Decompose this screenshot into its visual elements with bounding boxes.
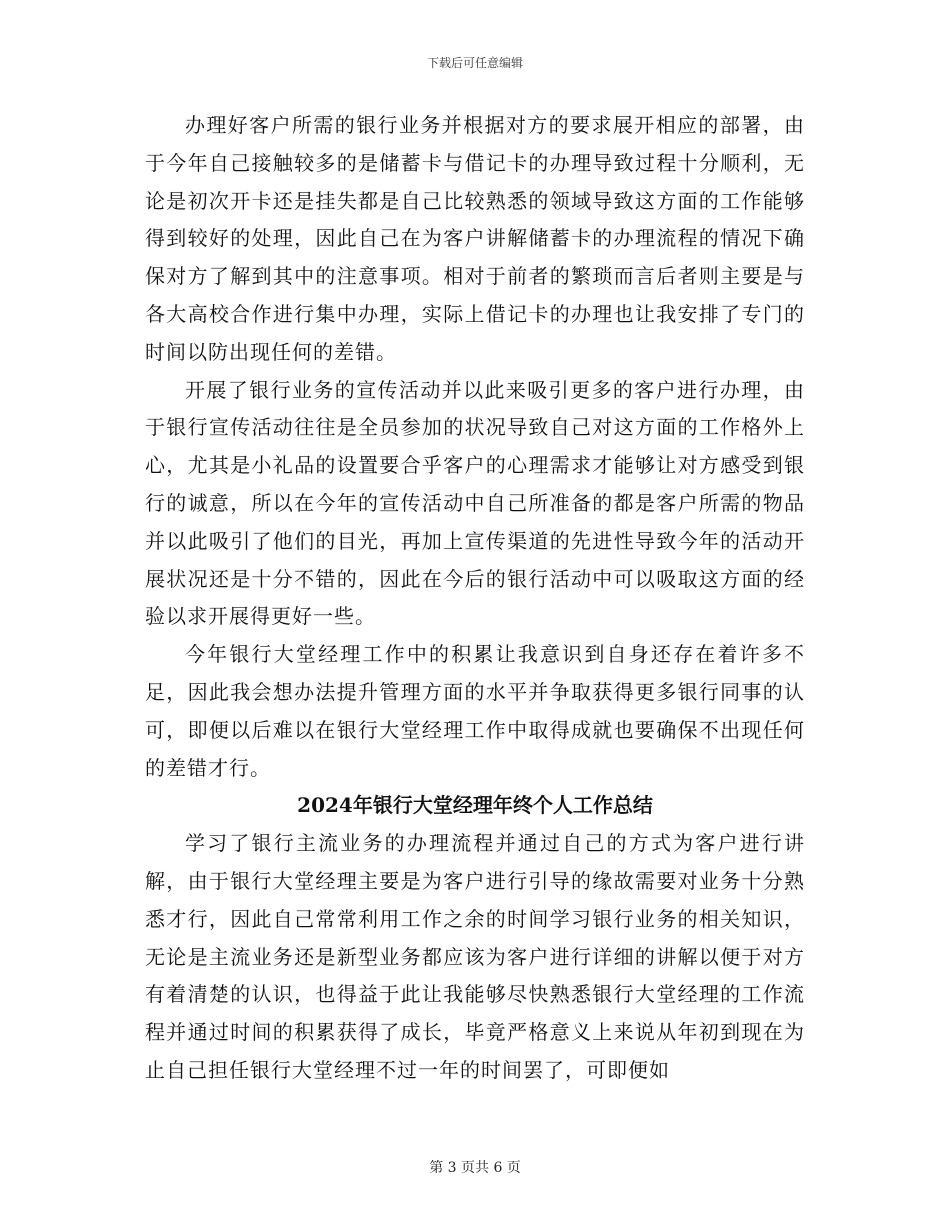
page-footer: 第 3 页共 6 页 bbox=[429, 1160, 521, 1176]
page-header: 下载后可任意编辑 bbox=[426, 56, 523, 70]
paragraph-3: 今年银行大堂经理工作中的积累让我意识到自身还存在着许多不足，因此我会想办法提升管理方面的水平并争取获得更多银行同事的认可，即便以后难以在银行大堂经理工作中取得成就也要确保不出现任何的差错才行。 bbox=[145, 642, 805, 780]
paragraph-4: 学习了银行主流业务的办理流程并通过自己的方式为客户进行讲解，由于银行大堂经理主要是为客户进行引导的缘故需要对业务十分熟悉才行，因此自己常常利用工作之余的时间学习银行业务的相关知识，无论是主流业务还是新型业务都应该为客户进行详细的讲解以便于对方有着清楚的认识，也得益于此让我能够尽快熟悉银行大堂经理的工作流程并通过时间的积累获得了成长，毕竟严格意义上来说从年初到现在为止自己担任银行大堂经理不过一年的时间罢了，可即便如 bbox=[145, 831, 805, 1082]
paragraph-2: 开展了银行业务的宣传活动并以此来吸引更多的客户进行办理，由于银行宣传活动往往是全员参加的状况导致自己对这方面的工作格外上心，尤其是小礼品的设置要合乎客户的心理需求才能够让对方感受到银行的诚意，所以在今年的宣传活动中自己所准备的都是客户所需的物品并以此吸引了他们的目光，再加上宣传渠道的先进性导致今年的活动开展状况还是十分不错的，因此在今后的银行活动中可以吸取这方面的经验以求开展得更好一些。 bbox=[145, 377, 805, 629]
section-title: 2024年银行大堂经理年终个人工作总结 bbox=[297, 793, 653, 818]
document-body bbox=[145, 107, 805, 1090]
paragraph-1: 办理好客户所需的银行业务并根据对方的要求展开相应的部署，由于今年自己接触较多的是储蓄卡与借记卡的办理导致过程十分顺利，无论是初次开卡还是挂失都是自己比较熟悉的领域导致这方面的工作能够得到较好的处理，因此自己在为客户讲解储蓄卡的办理流程的情况下确保对方了解到其中的注意事项。相对于前者的繁琐而言后者则主要是与各大高校合作进行集中办理，实际上借记卡的办理也让我安排了专门的时间以防出现任何的差错。 bbox=[145, 113, 805, 364]
